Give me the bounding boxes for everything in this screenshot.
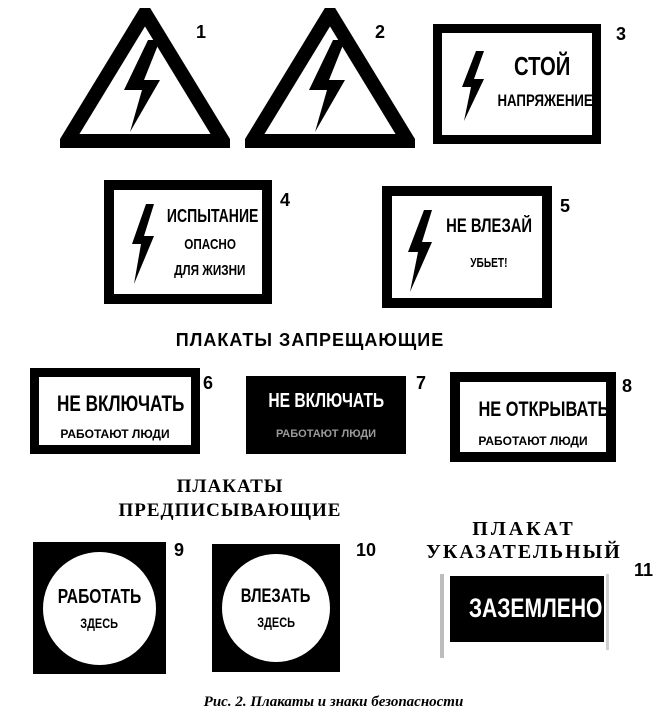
sign-number-10: 10 [356, 540, 377, 560]
sign-do-not-switch-on [30, 368, 200, 454]
sign-number-3: 3 [616, 24, 627, 44]
sign-stop-voltage [433, 24, 601, 144]
sign-number-7: 7 [416, 373, 427, 393]
sign-text-line1: ВЛЕЗАТЬ [241, 586, 311, 607]
heading-indicating [418, 518, 630, 564]
sign-climb-here [212, 544, 340, 672]
sign-text-line1: ИСПЫТАНИЕ [166, 206, 259, 226]
sign-text-line1: НЕ ВКЛЮЧАТЬ [56, 391, 185, 416]
sign-number-1: 1 [196, 22, 207, 42]
sign-grounded-frame [440, 574, 444, 658]
sign-number-6: 6 [203, 373, 214, 393]
sign-do-not-switch-on-inverted [246, 376, 406, 454]
sign-number-5: 5 [560, 196, 571, 216]
sign-text-line2: ОПАСНО [184, 236, 236, 253]
sign-number-8: 8 [622, 376, 633, 396]
sign-text-line1: НЕ ОТКРЫВАТЬ [478, 398, 610, 421]
sign-number-2: 2 [375, 22, 386, 42]
sign-text-line1: НЕ ВКЛЮЧАТЬ [268, 390, 384, 412]
sign-text-line1: СТОЙ [513, 51, 571, 81]
heading-prescribing [70, 476, 390, 522]
sign-text: ЗАЗЕМЛЕНО [468, 593, 603, 623]
sign-grounded-frame [606, 574, 609, 650]
sign-text-line3: ДЛЯ ЖИЗНИ [174, 262, 246, 279]
figure-caption: Рис. 2. Плакаты и знаки безопасности [203, 694, 464, 710]
sign-text-line2: НАПРЯЖЕНИЕ [497, 91, 593, 110]
sign-do-not-climb [382, 186, 552, 308]
heading-prohibiting: ПЛАКАТЫ ЗАПРЕЩАЮЩИЕ [175, 330, 445, 350]
warning-triangle-sign-2 [245, 8, 415, 148]
sign-text-line2: ЗДЕСЬ [257, 614, 295, 630]
sign-do-not-open [450, 372, 616, 462]
heading-indicating-line1: ПЛАКАТ [472, 518, 576, 540]
heading-prescribing-line1: ПЛАКАТЫ [176, 476, 284, 497]
sign-number-4: 4 [280, 190, 291, 210]
sign-text-line2: УБЬЕТ! [470, 255, 508, 270]
sign-text-line2: РАБОТАЮТ ЛЮДИ [60, 427, 170, 441]
sign-text-line2: ЗДЕСЬ [80, 615, 119, 631]
sign-text-line1: РАБОТАТЬ [57, 586, 142, 608]
sign-text-line2: РАБОТАЮТ ЛЮДИ [275, 428, 377, 440]
sign-test-danger [104, 180, 272, 304]
sign-grounded [450, 576, 604, 642]
sign-text-line2: РАБОТАЮТ ЛЮДИ [478, 434, 588, 448]
lightning-bolt-icon [404, 210, 436, 292]
sign-number-11: 11 [634, 560, 654, 580]
heading-indicating-line2: УКАЗАТЕЛЬНЫЙ [426, 541, 622, 563]
sign-number-9: 9 [174, 540, 185, 560]
heading-prescribing-line2: ПРЕДПИСЫВАЮЩИЕ [118, 500, 342, 521]
sign-text-line1: НЕ ВЛЕЗАЙ [446, 216, 533, 237]
sign-work-here [33, 542, 166, 674]
